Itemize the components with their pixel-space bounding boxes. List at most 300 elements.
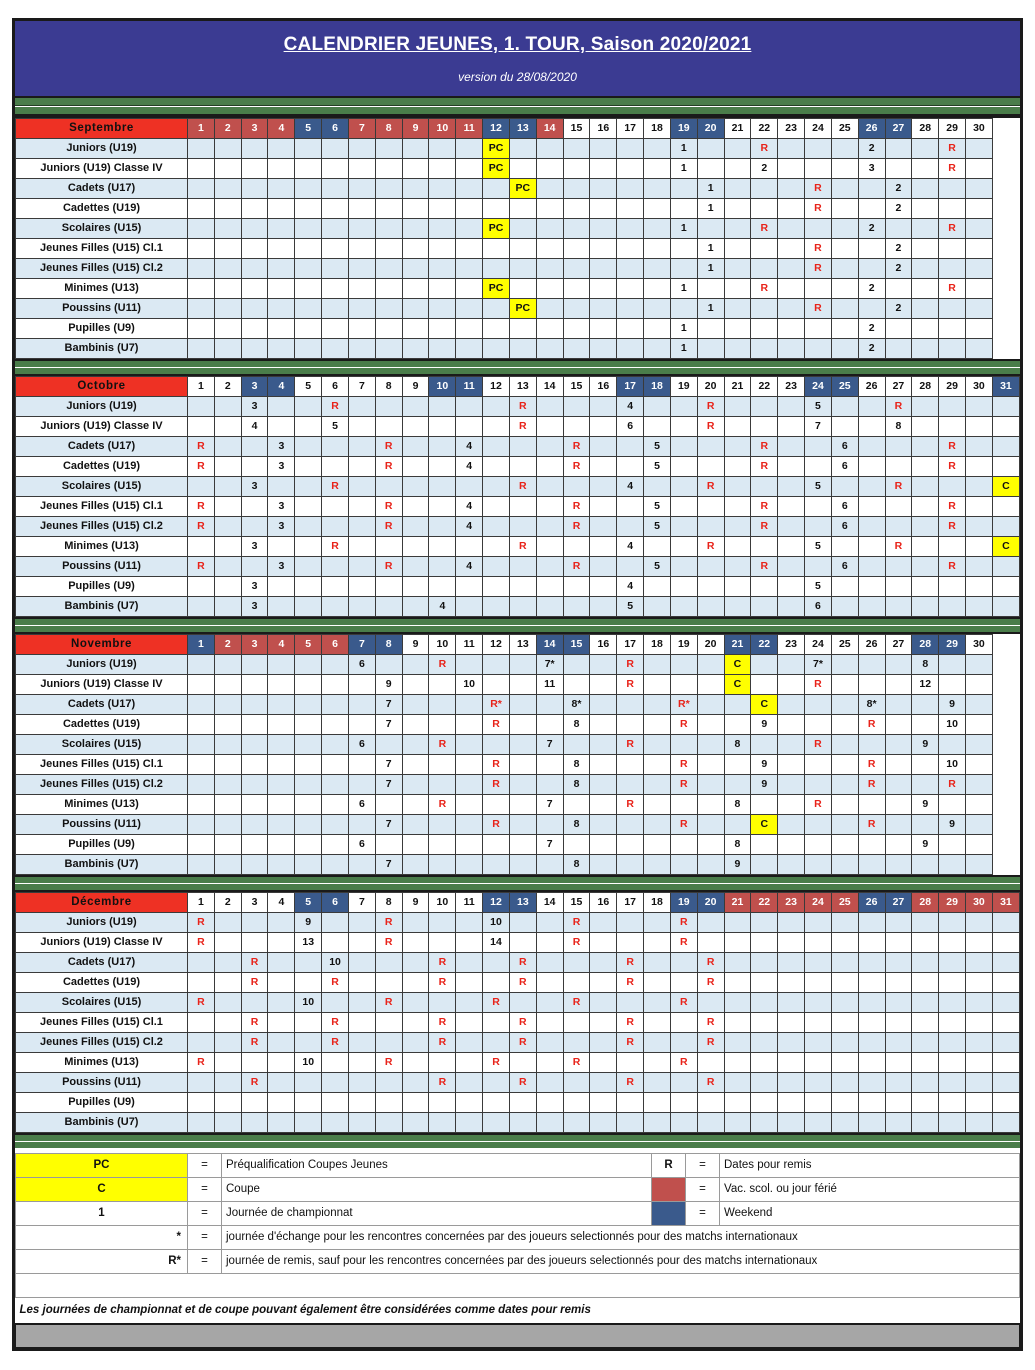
day-cell bbox=[322, 158, 349, 178]
day-cell bbox=[483, 674, 510, 694]
day-header-10: 10 bbox=[429, 118, 456, 138]
day-header-18: 18 bbox=[644, 892, 671, 912]
day-cell bbox=[992, 556, 1019, 576]
month-header-row bbox=[16, 634, 1020, 654]
day-cell bbox=[429, 218, 456, 238]
day-cell bbox=[322, 338, 349, 358]
cell-value: 5 bbox=[815, 580, 821, 592]
day-cell bbox=[536, 694, 563, 714]
day-cell bbox=[590, 576, 617, 596]
day-cell bbox=[268, 1052, 295, 1072]
day-cell bbox=[268, 932, 295, 952]
cell-value: 8 bbox=[734, 838, 741, 850]
day-cell bbox=[724, 814, 751, 834]
cell-value: R bbox=[948, 520, 956, 532]
day-cell bbox=[778, 972, 805, 992]
day-cell bbox=[939, 1092, 966, 1112]
day-cell bbox=[375, 1112, 402, 1132]
day-cell bbox=[966, 416, 993, 436]
day-cell bbox=[483, 496, 510, 516]
day-cell bbox=[912, 1032, 939, 1052]
day-cell bbox=[751, 278, 778, 298]
day-cell bbox=[778, 694, 805, 714]
day-cell bbox=[268, 1092, 295, 1112]
day-cell bbox=[241, 814, 268, 834]
day-cell bbox=[939, 536, 966, 556]
day-cell bbox=[188, 674, 215, 694]
day-header-25: 25 bbox=[831, 892, 858, 912]
day-cell bbox=[429, 556, 456, 576]
day-cell bbox=[858, 238, 885, 258]
day-cell bbox=[456, 158, 483, 178]
category-label: Jeunes Filles (U15) Cl.1 bbox=[16, 754, 188, 774]
cell-value: R bbox=[680, 936, 688, 948]
day-cell bbox=[858, 218, 885, 238]
day-cell bbox=[939, 318, 966, 338]
day-cell bbox=[295, 912, 322, 932]
day-cell bbox=[456, 754, 483, 774]
day-cell bbox=[241, 834, 268, 854]
day-cell bbox=[509, 854, 536, 874]
cell-value: 4 bbox=[627, 480, 634, 492]
day-cell bbox=[912, 714, 939, 734]
day-cell bbox=[322, 178, 349, 198]
day-cell bbox=[563, 1112, 590, 1132]
day-cell bbox=[563, 992, 590, 1012]
day-cell bbox=[590, 396, 617, 416]
day-cell bbox=[697, 476, 724, 496]
cell-value: R bbox=[250, 1076, 259, 1088]
day-cell bbox=[617, 496, 644, 516]
day-cell bbox=[590, 298, 617, 318]
day-cell bbox=[402, 912, 429, 932]
day-cell bbox=[429, 912, 456, 932]
day-cell bbox=[563, 794, 590, 814]
day-cell bbox=[402, 654, 429, 674]
day-cell bbox=[590, 694, 617, 714]
day-cell bbox=[939, 218, 966, 238]
day-cell bbox=[268, 416, 295, 436]
day-cell bbox=[644, 952, 671, 972]
day-cell bbox=[563, 912, 590, 932]
category-label: Juniors (U19) bbox=[16, 396, 188, 416]
day-cell bbox=[858, 158, 885, 178]
legend-note-key: R* bbox=[16, 1249, 188, 1273]
day-cell bbox=[483, 1052, 510, 1072]
day-cell bbox=[429, 318, 456, 338]
day-cell bbox=[751, 318, 778, 338]
day-cell bbox=[590, 178, 617, 198]
cell-value: C bbox=[760, 698, 769, 710]
day-cell bbox=[456, 774, 483, 794]
month-header-row bbox=[16, 118, 1020, 138]
day-cell bbox=[214, 694, 241, 714]
day-cell bbox=[268, 218, 295, 238]
table-row bbox=[16, 516, 1020, 536]
category-label: Cadets (U17) bbox=[16, 436, 188, 456]
day-cell bbox=[348, 932, 375, 952]
day-cell bbox=[268, 972, 295, 992]
legend-swatch-weekend bbox=[652, 1201, 686, 1225]
day-cell bbox=[322, 932, 349, 952]
day-cell bbox=[402, 178, 429, 198]
day-cell bbox=[831, 516, 858, 536]
day-cell bbox=[536, 178, 563, 198]
day-cell bbox=[858, 178, 885, 198]
day-cell bbox=[483, 416, 510, 436]
table-row bbox=[16, 1112, 1020, 1132]
day-cell bbox=[375, 754, 402, 774]
cell-value: R bbox=[519, 400, 527, 412]
day-cell bbox=[724, 536, 751, 556]
day-cell bbox=[214, 734, 241, 754]
cell-value: 1 bbox=[680, 142, 687, 154]
day-cell bbox=[429, 734, 456, 754]
cell-value: R bbox=[867, 718, 876, 730]
category-label: Juniors (U19) bbox=[16, 654, 188, 674]
day-cell bbox=[322, 258, 349, 278]
cell-value: R bbox=[867, 758, 876, 770]
cell-value: 10 bbox=[463, 678, 476, 690]
day-cell bbox=[966, 734, 993, 754]
day-cell bbox=[885, 734, 912, 754]
day-cell bbox=[670, 1032, 697, 1052]
cell-value: 4 bbox=[466, 440, 473, 452]
table-row bbox=[16, 1012, 1020, 1032]
day-cell bbox=[295, 932, 322, 952]
day-cell bbox=[858, 952, 885, 972]
cell-value: R bbox=[331, 400, 339, 412]
day-cell bbox=[751, 576, 778, 596]
day-cell bbox=[295, 158, 322, 178]
day-cell bbox=[322, 298, 349, 318]
day-cell bbox=[966, 496, 993, 516]
day-cell bbox=[831, 1072, 858, 1092]
day-cell bbox=[483, 794, 510, 814]
green-divider-top bbox=[15, 98, 1020, 106]
cell-value: 7* bbox=[544, 658, 555, 670]
day-cell bbox=[805, 476, 832, 496]
day-cell bbox=[912, 576, 939, 596]
cell-value: R bbox=[948, 440, 956, 452]
day-cell bbox=[805, 596, 832, 616]
day-cell bbox=[456, 516, 483, 536]
day-cell bbox=[509, 396, 536, 416]
day-cell bbox=[590, 238, 617, 258]
day-cell bbox=[536, 854, 563, 874]
cell-value: R bbox=[948, 222, 956, 234]
day-cell bbox=[563, 1052, 590, 1072]
day-cell bbox=[805, 654, 832, 674]
day-cell bbox=[563, 774, 590, 794]
day-cell bbox=[214, 774, 241, 794]
day-cell bbox=[214, 576, 241, 596]
day-cell bbox=[751, 734, 778, 754]
day-cell bbox=[322, 416, 349, 436]
day-cell bbox=[429, 198, 456, 218]
calendar-outer-frame bbox=[12, 18, 1023, 1351]
day-cell bbox=[831, 218, 858, 238]
day-cell bbox=[805, 298, 832, 318]
cell-value: R bbox=[706, 1076, 715, 1088]
day-cell bbox=[858, 396, 885, 416]
day-cell bbox=[563, 754, 590, 774]
day-cell bbox=[912, 932, 939, 952]
day-header-12: 12 bbox=[483, 892, 510, 912]
day-cell bbox=[912, 536, 939, 556]
day-cell bbox=[617, 972, 644, 992]
month-table bbox=[15, 892, 1020, 1133]
cell-value: 8 bbox=[573, 818, 580, 830]
day-cell bbox=[563, 178, 590, 198]
cell-value: R bbox=[492, 778, 500, 790]
day-cell bbox=[188, 734, 215, 754]
day-cell bbox=[617, 694, 644, 714]
day-cell bbox=[617, 1052, 644, 1072]
day-cell bbox=[885, 318, 912, 338]
legend-key: C bbox=[16, 1177, 188, 1201]
day-cell bbox=[188, 754, 215, 774]
day-cell bbox=[697, 338, 724, 358]
day-cell bbox=[858, 258, 885, 278]
day-cell bbox=[966, 338, 993, 358]
day-cell bbox=[966, 278, 993, 298]
day-cell bbox=[241, 654, 268, 674]
day-header-29: 29 bbox=[939, 634, 966, 654]
day-cell bbox=[805, 496, 832, 516]
day-cell bbox=[268, 198, 295, 218]
cell-value: 10 bbox=[302, 1056, 315, 1068]
day-cell bbox=[483, 694, 510, 714]
day-cell bbox=[348, 238, 375, 258]
day-cell bbox=[295, 992, 322, 1012]
day-cell bbox=[644, 992, 671, 1012]
day-cell bbox=[188, 516, 215, 536]
day-cell bbox=[590, 734, 617, 754]
day-cell bbox=[590, 912, 617, 932]
day-cell bbox=[509, 476, 536, 496]
day-cell bbox=[241, 1092, 268, 1112]
cell-value: 4 bbox=[251, 420, 258, 432]
day-cell bbox=[805, 1072, 832, 1092]
cell-value: R bbox=[572, 440, 581, 452]
day-cell bbox=[670, 556, 697, 576]
day-cell bbox=[188, 476, 215, 496]
day-cell bbox=[939, 456, 966, 476]
day-cell bbox=[697, 1012, 724, 1032]
day-cell bbox=[268, 1072, 295, 1092]
day-cell bbox=[885, 774, 912, 794]
day-cell bbox=[348, 952, 375, 972]
day-cell bbox=[563, 278, 590, 298]
day-cell bbox=[402, 854, 429, 874]
day-cell bbox=[509, 238, 536, 258]
day-cell-filler bbox=[992, 138, 1019, 158]
day-header-5: 5 bbox=[295, 634, 322, 654]
day-cell bbox=[241, 396, 268, 416]
day-cell bbox=[348, 178, 375, 198]
day-cell bbox=[751, 1052, 778, 1072]
day-cell bbox=[188, 1032, 215, 1052]
day-cell bbox=[348, 794, 375, 814]
day-cell bbox=[509, 576, 536, 596]
day-cell bbox=[563, 596, 590, 616]
day-cell bbox=[670, 476, 697, 496]
day-header-2: 2 bbox=[214, 892, 241, 912]
cell-value: R bbox=[760, 440, 769, 452]
day-cell bbox=[268, 556, 295, 576]
cell-value: R bbox=[626, 658, 634, 670]
day-cell bbox=[268, 238, 295, 258]
day-cell bbox=[805, 158, 832, 178]
day-cell bbox=[670, 794, 697, 814]
day-cell bbox=[885, 536, 912, 556]
cell-value: R bbox=[384, 916, 393, 928]
month-table bbox=[15, 118, 1020, 359]
day-cell bbox=[188, 834, 215, 854]
month-name: Décembre bbox=[16, 892, 188, 912]
day-cell bbox=[858, 992, 885, 1012]
day-cell bbox=[456, 834, 483, 854]
day-header-17: 17 bbox=[617, 376, 644, 396]
cell-value: R bbox=[197, 916, 205, 928]
day-cell bbox=[456, 1112, 483, 1132]
day-cell bbox=[536, 952, 563, 972]
day-cell bbox=[617, 338, 644, 358]
day-cell bbox=[805, 318, 832, 338]
day-cell bbox=[858, 476, 885, 496]
day-cell bbox=[724, 1012, 751, 1032]
cell-value: R bbox=[519, 1016, 527, 1028]
cell-value: R bbox=[948, 162, 956, 174]
day-cell bbox=[724, 912, 751, 932]
cell-value: 5 bbox=[654, 500, 660, 512]
day-cell-filler bbox=[992, 754, 1019, 774]
table-row bbox=[16, 1032, 1020, 1052]
day-cell bbox=[644, 318, 671, 338]
cell-value: R bbox=[519, 976, 527, 988]
cell-value: 9 bbox=[922, 738, 929, 750]
day-header-28: 28 bbox=[912, 634, 939, 654]
day-cell bbox=[778, 754, 805, 774]
day-cell bbox=[348, 138, 375, 158]
legend-blank-row bbox=[16, 1273, 1020, 1297]
day-cell bbox=[670, 396, 697, 416]
day-header-1: 1 bbox=[188, 892, 215, 912]
day-header-7: 7 bbox=[348, 892, 375, 912]
legend-note-row bbox=[16, 1225, 1020, 1249]
day-header-28: 28 bbox=[912, 892, 939, 912]
day-cell bbox=[858, 138, 885, 158]
day-header-13: 13 bbox=[509, 376, 536, 396]
day-cell bbox=[188, 556, 215, 576]
cell-value: 5 bbox=[654, 520, 660, 532]
day-cell bbox=[268, 258, 295, 278]
cell-value: 9 bbox=[761, 718, 768, 730]
day-cell bbox=[348, 992, 375, 1012]
day-cell bbox=[992, 1052, 1019, 1072]
day-header-22: 22 bbox=[751, 634, 778, 654]
cell-value: 7* bbox=[812, 658, 823, 670]
day-cell bbox=[805, 814, 832, 834]
cell-value: 1 bbox=[680, 162, 687, 174]
day-cell bbox=[348, 536, 375, 556]
day-cell bbox=[617, 1032, 644, 1052]
cell-value: R bbox=[384, 560, 393, 572]
day-cell bbox=[939, 496, 966, 516]
day-cell bbox=[590, 992, 617, 1012]
day-cell bbox=[268, 436, 295, 456]
day-cell bbox=[214, 992, 241, 1012]
day-cell bbox=[214, 278, 241, 298]
day-cell bbox=[858, 1112, 885, 1132]
day-cell bbox=[644, 258, 671, 278]
day-cell bbox=[375, 1052, 402, 1072]
day-cell bbox=[778, 318, 805, 338]
day-cell bbox=[563, 516, 590, 536]
day-cell bbox=[724, 576, 751, 596]
day-cell bbox=[751, 516, 778, 536]
month-header-row bbox=[16, 376, 1020, 396]
day-cell bbox=[670, 158, 697, 178]
day-header-23: 23 bbox=[778, 892, 805, 912]
day-cell bbox=[939, 972, 966, 992]
day-cell bbox=[456, 596, 483, 616]
day-cell bbox=[322, 952, 349, 972]
day-cell bbox=[295, 814, 322, 834]
day-cell-filler bbox=[992, 694, 1019, 714]
day-cell bbox=[644, 396, 671, 416]
day-header-15: 15 bbox=[563, 892, 590, 912]
day-cell bbox=[617, 416, 644, 436]
day-cell bbox=[268, 318, 295, 338]
day-cell bbox=[483, 338, 510, 358]
day-cell bbox=[751, 1032, 778, 1052]
day-cell bbox=[536, 794, 563, 814]
day-cell bbox=[644, 298, 671, 318]
day-cell bbox=[563, 138, 590, 158]
day-cell bbox=[483, 138, 510, 158]
day-header-28: 28 bbox=[912, 376, 939, 396]
day-cell bbox=[429, 1012, 456, 1032]
day-cell-filler bbox=[992, 298, 1019, 318]
day-cell bbox=[563, 456, 590, 476]
day-cell bbox=[858, 536, 885, 556]
title-banner bbox=[15, 21, 1020, 98]
day-header-29: 29 bbox=[939, 118, 966, 138]
day-cell bbox=[375, 734, 402, 754]
month-section-décembre bbox=[15, 890, 1020, 1135]
day-cell bbox=[590, 932, 617, 952]
day-cell bbox=[563, 1012, 590, 1032]
day-cell bbox=[322, 198, 349, 218]
cell-value: R bbox=[331, 1036, 339, 1048]
day-header-17: 17 bbox=[617, 118, 644, 138]
cell-value: 8 bbox=[573, 778, 580, 790]
day-cell bbox=[670, 178, 697, 198]
day-cell bbox=[456, 416, 483, 436]
category-label: Pupilles (U9) bbox=[16, 318, 188, 338]
day-cell bbox=[188, 496, 215, 516]
cell-value: 4 bbox=[439, 600, 446, 612]
day-cell bbox=[966, 138, 993, 158]
day-cell bbox=[831, 694, 858, 714]
day-cell bbox=[885, 516, 912, 536]
day-cell bbox=[644, 436, 671, 456]
table-row bbox=[16, 912, 1020, 932]
cell-value: 7 bbox=[546, 798, 553, 810]
day-cell bbox=[563, 1092, 590, 1112]
